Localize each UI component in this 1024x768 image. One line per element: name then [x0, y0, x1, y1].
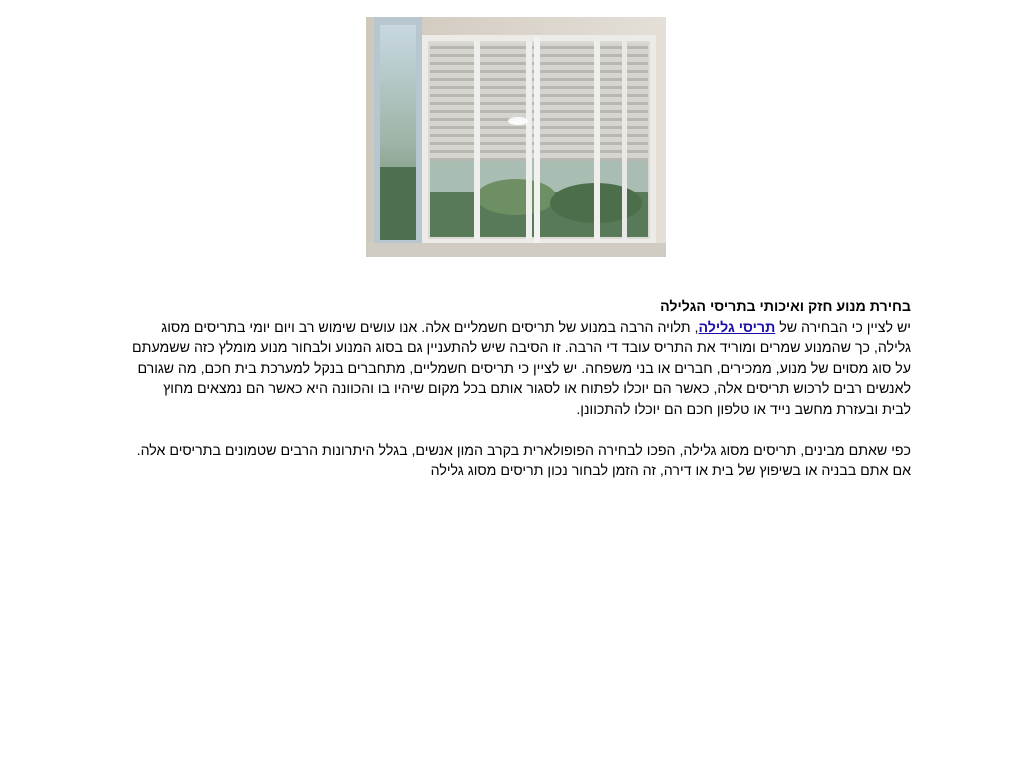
article-heading: בחירת מנוע חזק ואיכותי בתריסי הגלילה [660, 299, 911, 315]
window-shutter-photo [366, 17, 666, 257]
paragraph-1-intro: יש לציין כי הבחירה של [775, 319, 911, 336]
roller-shutters-link[interactable]: תריסי גלילה [698, 319, 776, 336]
article-paragraph-2: כפי שאתם מבינים, תריסים מסוג גלילה, הפכו לבחירה הפופולארית בקרב המון אנשים, בגלל היתרונות הרבים שטמונים בתריסים אלה. אם אתם בבניה או בשיפוץ של בית או דירה, זה הזמן לבחור נכון תריסים מסוג גלילה [136, 442, 911, 479]
paragraph-1-body: , תלויה הרבה במנוע של תריסים חשמליים אלה. אנו עושים שימוש רב ויום יומי בתריסים מסוג גלילה, כך שהמנוע שמרים ומוריד את התריס עובד די הרבה. זו הסיבה שיש להתעניין גם בסוג המנוע ולבחור מנוע מומלץ כזה ששמעתם על סוג מסוים של מנוע, ממכירים, חברים או בני משפחה. יש לציין כי תריסים חשמליים, מתחברים בנקל למערכת בית חכם, מה שגורם לאנשים רבים לרכוש תריסים אלה, כאשר הם יוכלו לפתוח או לסגור אותם בכל מקום שיהיו בו והכוונה היא כאשר הם נמצאים מחוץ לבית ובעזרת מחשב נייד או טלפון חכם הם יוכלו להתכוונן. [132, 319, 911, 418]
article-paragraph-1 [132, 318, 911, 421]
article [132, 297, 911, 482]
